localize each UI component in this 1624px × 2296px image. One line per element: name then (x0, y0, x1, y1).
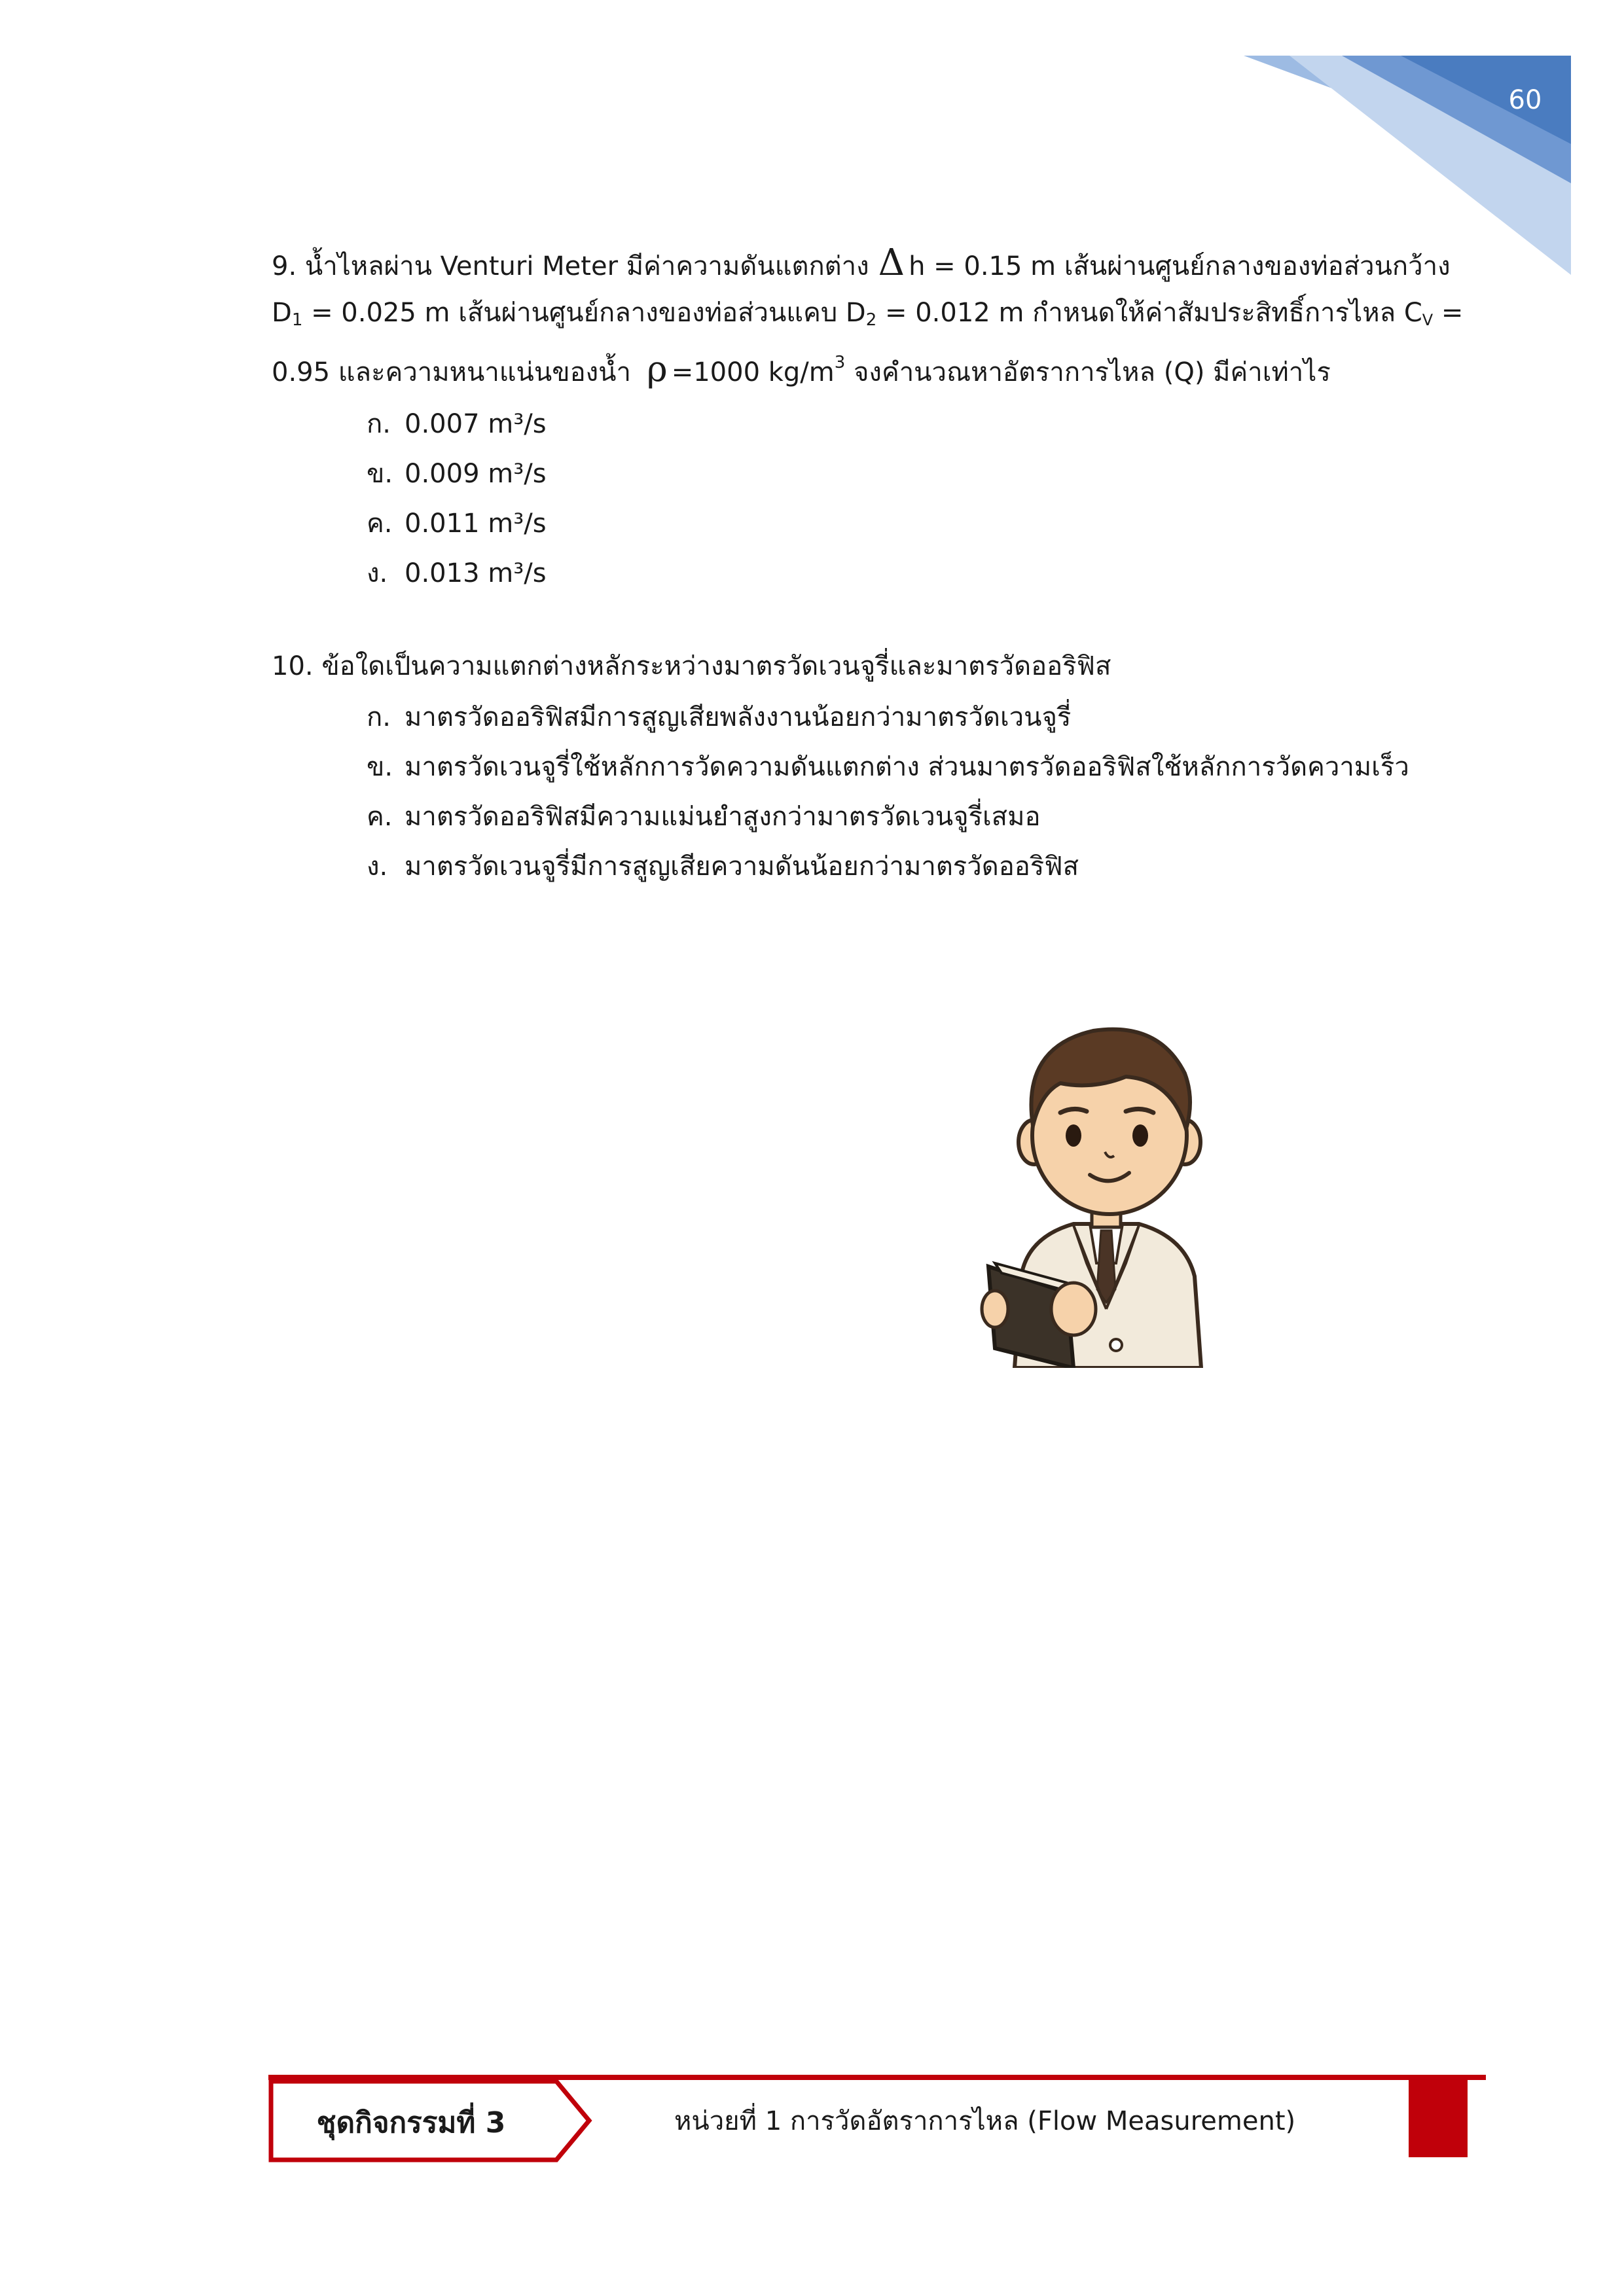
question-9-choices (367, 399, 547, 598)
question-10-choices (367, 692, 1409, 891)
question-9-line-2: $D_1 = 0.025$ m เส้นผ่านศูนย์กลางของท่อส่วนแคบ $D_2 = 0.012$ m กำหนดให้ค่าสัมประสิทธิ์การไหล $C_V$ = (272, 298, 1464, 330)
unit-title: หน่วยที่ 1 การวัดอัตราการไหล (Flow Measurement) (674, 2106, 1296, 2136)
question-10 (272, 641, 1489, 691)
choice-9-a[interactable]: ก. 0.007 m³/s (367, 409, 547, 439)
footer-red-block (1409, 2076, 1468, 2157)
page-number: 60 (1508, 85, 1542, 115)
choice-10-c[interactable]: ค. มาตรวัดออริฟิสมีความแม่นยำสูงกว่ามาตรวัดเวนจูรี่เสมอ (367, 802, 1041, 832)
choice-10-d[interactable]: ง. มาตรวัดเวนจูรี่มีการสูญเสียความดันน้อยกว่ามาตรวัดออริฟิส (367, 852, 1079, 882)
question-9-line-1: 9. น้ำไหลผ่าน Venturi Meter มีค่าความดันแตกต่าง Δ h = 0.15 m เส้นผ่านศูนย์กลางของท่อส่วนกว้าง (272, 242, 1451, 284)
question-9-line-3: 0.95 และความหนาแน่นของน้ำ ρ =1000 $kg/m^3$ จงคำนวณหาอัตราการไหล (Q) มีค่าเท่าไร (272, 348, 1331, 389)
choice-9-c[interactable]: ค. 0.011 m³/s (367, 509, 547, 539)
rho-symbol: ρ (646, 348, 668, 389)
choice-10-a[interactable]: ก. มาตรวัดออริฟิสมีการสูญเสียพลังงานน้อยกว่ามาตรวัดเวนจูรี่ (367, 702, 1072, 732)
footer (268, 2075, 1486, 2173)
choice-9-b[interactable]: ข. 0.009 m³/s (367, 459, 547, 489)
question-9 (272, 238, 1489, 387)
question-10-text: 10. ข้อใดเป็นความแตกต่างหลักระหว่างมาตรวัดเวนจูรี่และมาตรวัดออริฟิส (272, 651, 1111, 681)
choice-10-b[interactable]: ข. มาตรวัดเวนจูรี่ใช้หลักการวัดความดันแตกต่าง ส่วนมาตรวัดออริฟิสใช้หลักการวัดความเร็ว (367, 752, 1409, 782)
activity-label: ชุดกิจกรรมที่ 3 (316, 2106, 506, 2140)
delta-symbol: Δ (878, 242, 905, 284)
choice-9-d[interactable]: ง. 0.013 m³/s (367, 558, 547, 588)
scientist-reading-book-icon (975, 1001, 1237, 1368)
